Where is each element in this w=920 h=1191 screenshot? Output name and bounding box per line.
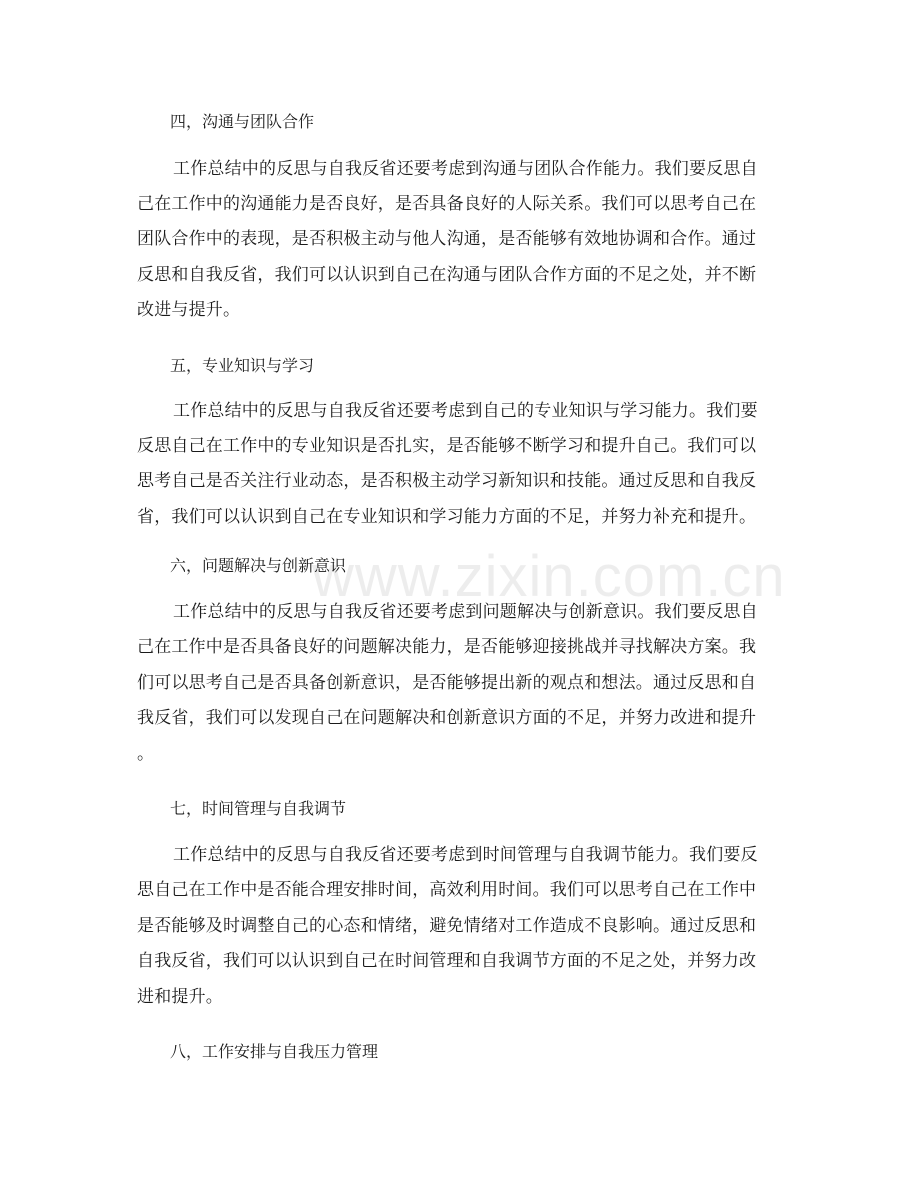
section-heading: 七，时间管理与自我调节 — [170, 799, 347, 818]
section-heading: 四，沟通与团队合作 — [170, 112, 315, 131]
paragraph-line: 工作总结中的反思与自我反省还要考虑到自己的专业知识与学习能力。我们要 — [173, 401, 758, 421]
paragraph-line: 是否能够及时调整自己的心态和情绪，避免情绪对工作造成不良影响。通过反思和 — [137, 916, 757, 936]
watermark: www.zixin.com.cn — [312, 544, 786, 609]
paragraph-line: 工作总结中的反思与自我反省还要考虑到沟通与团队合作能力。我们要反思自 — [173, 159, 758, 179]
paragraph-line: 省，我们可以认识到自己在专业知识和学习能力方面的不足，并努力补充和提升。 — [137, 507, 757, 527]
paragraph-line: 思考自己是否关注行业动态，是否积极主动学习新知识和技能。通过反思和自我反 — [137, 471, 757, 491]
paragraph-line: 我反省，我们可以发现自己在问题解决和创新意识方面的不足，并努力改进和提升 — [137, 708, 757, 728]
paragraph-line: 反思自己在工作中的专业知识是否扎实，是否能够不断学习和提升自己。我们可以 — [137, 436, 757, 456]
section-heading: 五，专业知识与学习 — [170, 356, 315, 375]
paragraph-line: 工作总结中的反思与自我反省还要考虑到时间管理与自我调节能力。我们要反 — [173, 845, 758, 865]
paragraph-line: 。 — [137, 744, 155, 764]
paragraph-line: 工作总结中的反思与自我反省还要考虑到问题解决与创新意识。我们要反思自 — [173, 602, 758, 622]
paragraph-line: 反思和自我反省，我们可以认识到自己在沟通与团队合作方面的不足之处，并不断 — [137, 265, 757, 285]
paragraph-line: 们可以思考自己是否具备创新意识，是否能够提出新的观点和想法。通过反思和自 — [137, 673, 757, 693]
section-heading: 六，问题解决与创新意识 — [170, 556, 347, 575]
paragraph-line: 团队合作中的表现，是否积极主动与他人沟通，是否能够有效地协调和合作。通过 — [137, 229, 757, 249]
paragraph-line: 改进与提升。 — [137, 300, 241, 320]
paragraph-line: 自我反省，我们可以认识到自己在时间管理和自我调节方面的不足之处，并努力改 — [137, 951, 757, 971]
section-heading: 八，工作安排与自我压力管理 — [170, 1042, 379, 1061]
paragraph-line: 进和提升。 — [137, 987, 223, 1007]
paragraph-line: 思自己在工作中是否能合理安排时间，高效利用时间。我们可以思考自己在工作中 — [137, 880, 757, 900]
paragraph-line: 己在工作中是否具备良好的问题解决能力，是否能够迎接挑战并寻找解决方案。我 — [137, 637, 757, 657]
paragraph-line: 己在工作中的沟通能力是否良好，是否具备良好的人际关系。我们可以思考自己在 — [137, 194, 757, 214]
